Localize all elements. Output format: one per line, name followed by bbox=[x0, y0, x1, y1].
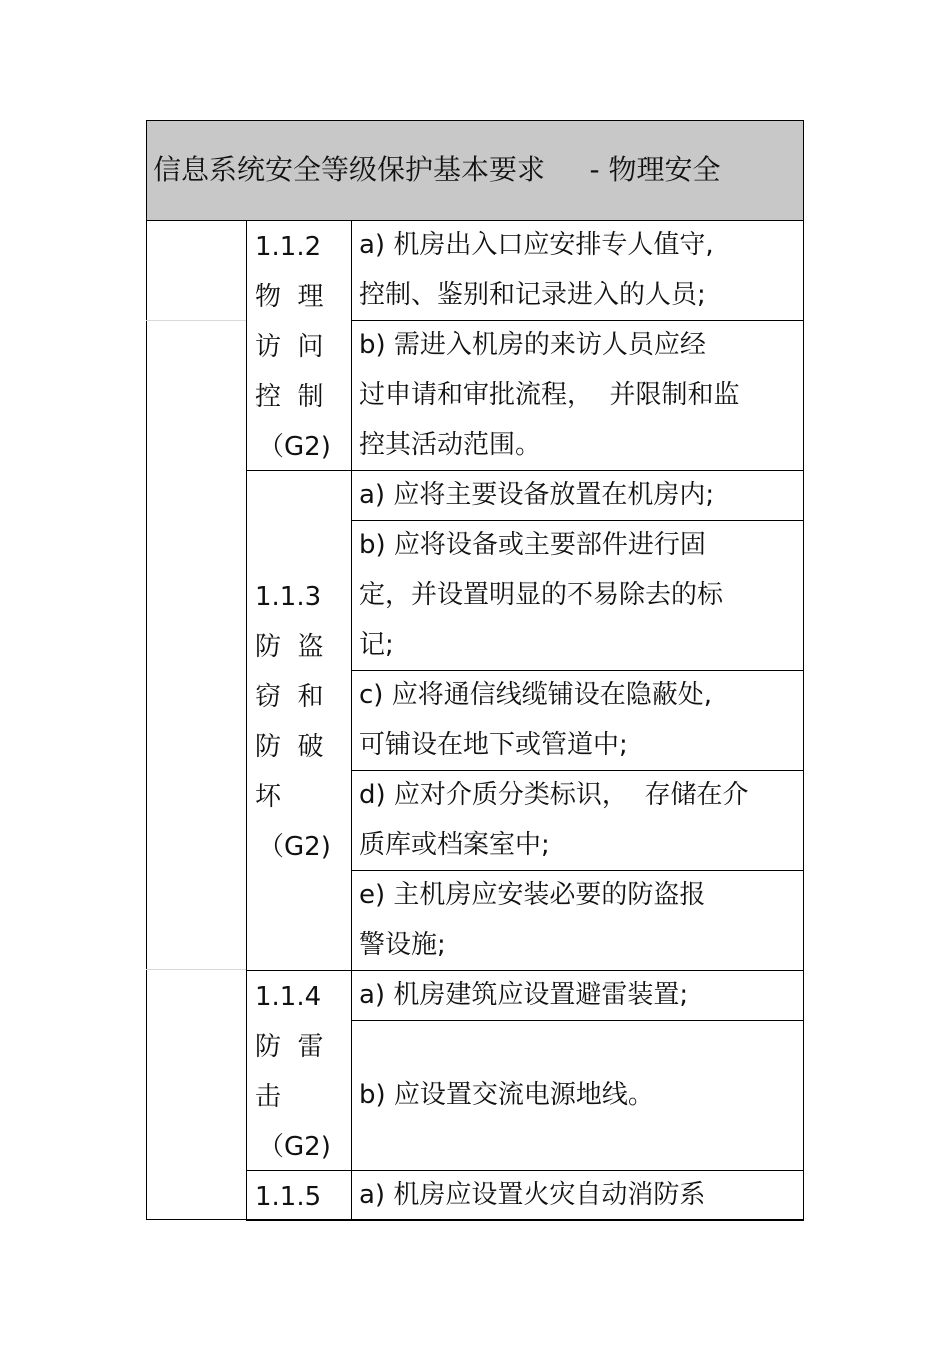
section-divider bbox=[246, 1220, 804, 1221]
requirement-text: 控其活动范围。 bbox=[359, 430, 542, 460]
requirement-text: 可铺设在地下或管道中; bbox=[359, 730, 628, 760]
requirement-text: a) 机房出入口应安排专人值守, bbox=[359, 230, 714, 260]
section-name-line: 防 雷 bbox=[255, 1032, 324, 1062]
section-number: 1.1.2 bbox=[255, 232, 322, 262]
item-divider bbox=[351, 1020, 804, 1021]
section-grade: （G2) bbox=[258, 832, 331, 862]
requirement-text: b) 应将设备或主要部件进行固 bbox=[359, 530, 706, 560]
requirement-text: b) 需进入机房的来访人员应经 bbox=[359, 330, 706, 360]
table-title: 信息系统安全等级保护基本要求 - 物理安全 bbox=[153, 153, 721, 186]
section-name-line: 窃 和 bbox=[255, 682, 324, 712]
table-top-border bbox=[146, 120, 804, 121]
section-number: 1.1.5 bbox=[255, 1182, 322, 1212]
requirement-text: c) 应将通信线缆铺设在隐蔽处, bbox=[359, 680, 712, 710]
column-divider-1 bbox=[246, 220, 247, 1220]
section-grade: （G2) bbox=[258, 432, 331, 462]
section-name-line: 防 盗 bbox=[255, 632, 324, 662]
requirement-text: b) 应设置交流电源地线。 bbox=[359, 1080, 654, 1110]
table-left-border bbox=[146, 120, 147, 1220]
section-name-line: 击 bbox=[255, 1082, 282, 1112]
section-number: 1.1.4 bbox=[255, 982, 322, 1012]
requirement-text: a) 机房应设置火灾自动消防系 bbox=[359, 1180, 706, 1210]
requirement-text: 定，并设置明显的不易除去的标 bbox=[359, 580, 724, 610]
section-name-line: 控 制 bbox=[255, 382, 324, 412]
requirement-text: d) 应对介质分类标识， 存储在介 bbox=[359, 780, 749, 810]
section-name-line: 物 理 bbox=[255, 282, 324, 312]
requirement-text: 过申请和审批流程， 并限制和监 bbox=[359, 380, 740, 410]
requirement-text: 质库或档案室中; bbox=[359, 830, 550, 860]
section-name-line: 坏 bbox=[255, 782, 282, 812]
requirement-text: 警设施; bbox=[359, 930, 446, 960]
faint-row-line bbox=[146, 969, 246, 970]
section-name-line: 防 破 bbox=[255, 732, 324, 762]
requirement-text: e) 主机房应安装必要的防盗报 bbox=[359, 880, 706, 910]
column-divider-2 bbox=[351, 220, 352, 1220]
faint-row-line bbox=[146, 320, 246, 321]
requirement-text: 控制、鉴别和记录进入的人员; bbox=[359, 280, 706, 310]
section-name-line: 访 问 bbox=[255, 332, 324, 362]
section-grade: （G2) bbox=[258, 1132, 331, 1162]
requirement-text: a) 机房建筑应设置避雷装置; bbox=[359, 980, 689, 1010]
requirement-text: a) 应将主要设备放置在机房内; bbox=[359, 480, 715, 510]
section-number: 1.1.3 bbox=[255, 582, 322, 612]
requirement-text: 记; bbox=[359, 630, 394, 660]
